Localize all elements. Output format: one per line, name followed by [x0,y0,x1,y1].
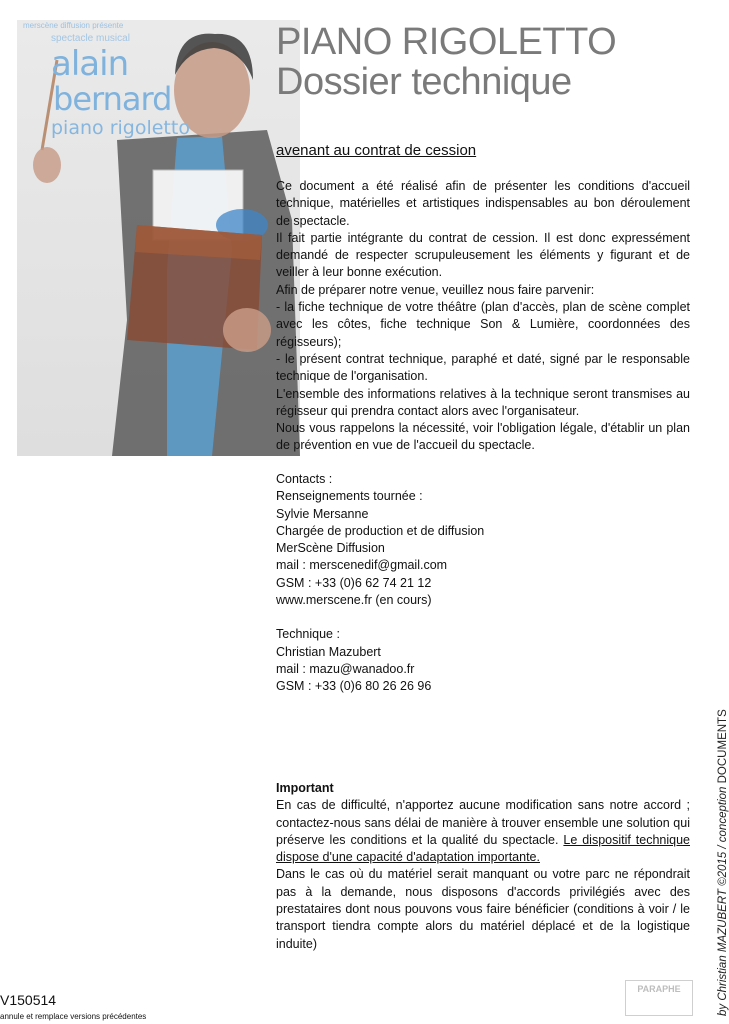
tour-company: MerScène Diffusion [276,541,385,556]
tech-mail[interactable]: mail : mazu@wanadoo.fr [276,661,415,676]
credit-vertical [700,666,729,1016]
intro-section [276,178,690,455]
spacer [276,609,690,626]
title-line-1: PIANO RIGOLETTO [276,21,617,63]
intro-paragraph: Ce document a été réalisé afin de présenter les conditions d'accueil technique, matérielles et artistiques indispensables au bon déroulement de spectacle. [276,179,690,228]
document-title [276,22,616,102]
poster-name-last: bernard [53,80,172,118]
tech-heading: Technique : [276,627,340,642]
intro-paragraph: Nous vous rappelons la nécessité, voir l'obligation légale, d'établir un plan de prévention en vue de l'accueil du spectacle. [276,421,690,453]
tour-contact-name: Sylvie Mersanne [276,506,369,521]
version-note: annule et remplace versions précédentes [0,1012,147,1021]
important-paragraph-2: Dans le cas où du matériel serait manquant ou votre parc ne répondrait pas à la demande, nous disposons d'accords privilégiés avec des prestataires dont nous pouvons vous faire bénéficier (conditions à voir / le transport tiendra compte alors du matériel déplacé et de la logistique induite) [276,867,690,951]
document-subtitle: avenant au contrat de cession [276,142,477,159]
tech-contact-name: Christian Mazubert [276,644,381,659]
important-section [276,780,690,953]
intro-paragraph: - la fiche technique de votre théâtre (plan d'accès, plan de scène complet avec les côtes, fiche technique Son & Lumière, coordonnées des régisseurs); [276,300,690,349]
important-text: En cas de difficulté, n'apportez aucune modification sans notre accord ; contactez-nous sans délai de manière à trouver ensemble une solution qui préserve les conditions et la qualité du spectacle. [276,798,690,847]
tour-contact-role: Chargée de production et de diffusion [276,523,485,538]
poster-show-title: piano rigoletto [51,117,190,139]
intro-paragraph: - le présent contrat technique, paraphé et daté, signé par le responsable technique de l'organisation. [276,351,690,384]
credit-author: by Christian MAZUBERT ©2015 / conception [717,783,729,1016]
important-underlined-text: Le dispositif technique dispose d'une capacité d'adaptation importante. [276,832,690,865]
tour-heading: Renseignements tournée : [276,489,423,504]
poster-subtitle: spectacle musical [51,33,130,44]
tour-phone: GSM : +33 (0)6 62 74 21 12 [276,575,432,590]
tour-mail[interactable]: mail : merscenedif@gmail.com [276,558,448,573]
credit-text [717,666,729,1016]
important-heading: Important [276,781,334,795]
contacts-section [276,471,690,696]
tour-website[interactable]: www.merscene.fr (en cours) [276,593,432,608]
contacts-heading: Contacts : [276,472,333,486]
intro-paragraph: Il fait partie intégrante du contrat de cession. Il est donc expressément demandé de respecter scrupuleusement les éléments y figurant et de veiller à leur bonne exécution. [276,230,690,280]
poster-presents-text: merscène diffusion présente [23,21,124,30]
poster-name-first: alain [51,44,129,84]
credit-brand: DOCUMENTS [717,709,729,784]
poster-image [17,20,300,456]
version-number: V150514 [0,992,57,1008]
tech-phone: GSM : +33 (0)6 80 26 26 96 [276,679,432,694]
paraphe-box: PARAPHE [625,980,693,1016]
important-paragraph-1 [276,797,690,866]
intro-paragraph: Afin de préparer notre venue, veuillez nous faire parvenir: [276,282,595,297]
title-line-2: Dossier technique [276,61,572,103]
intro-paragraph: L'ensemble des informations relatives à la technique seront transmises au régisseur qui prendra contact alors avec l'organisateur. [276,386,690,418]
